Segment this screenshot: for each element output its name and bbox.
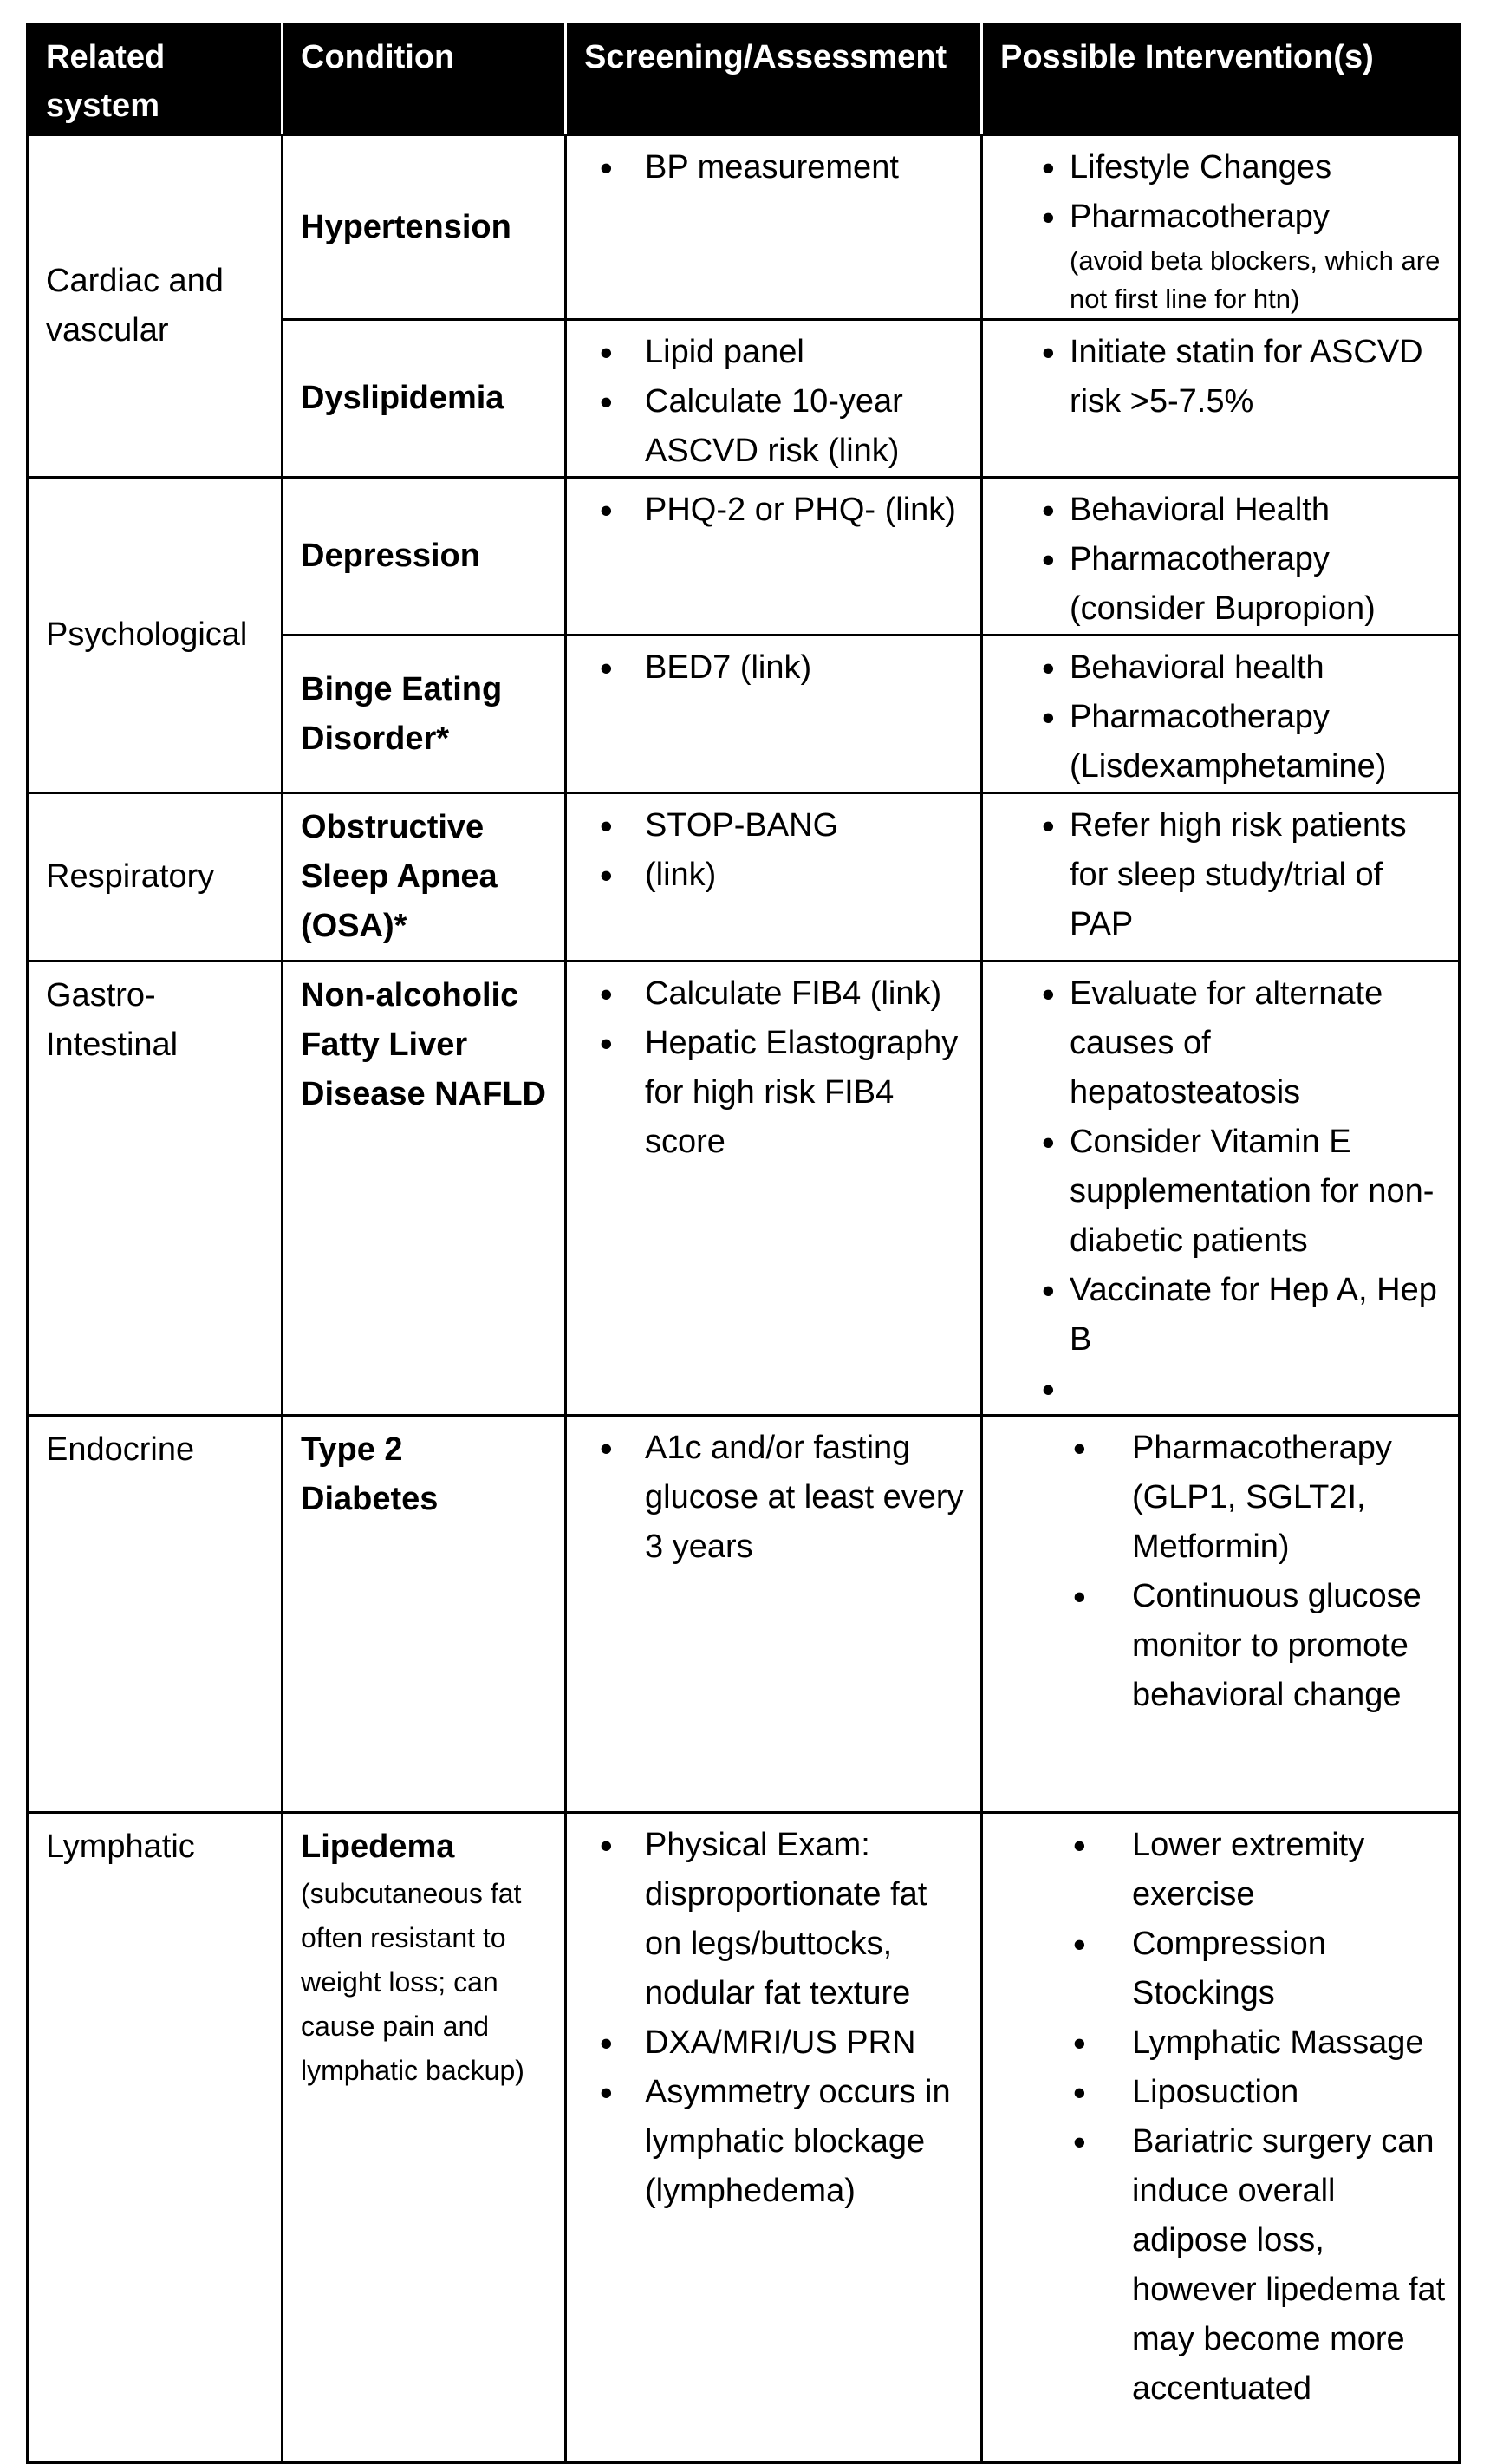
condition-cell — [283, 1416, 566, 1813]
intervention-item — [983, 192, 1449, 318]
screening-item: • DXA/MRI/US PRN — [567, 2018, 972, 2068]
system-cell — [28, 135, 283, 478]
intervention-cell — [982, 320, 1460, 478]
intervention-note: (avoid beta blockers, which are not first line for htn) — [1070, 245, 1441, 314]
header-related-system: Related system — [28, 25, 283, 135]
screening-item: • Lipid panel — [567, 328, 972, 377]
intervention-item-empty — [983, 1365, 1449, 1414]
intervention-item: • Vaccinate for Hep A, Hep B — [983, 1266, 1449, 1365]
header-condition: Condition — [283, 25, 566, 135]
condition-name: Type 2 Diabetes — [301, 1431, 439, 1517]
screening-item: • (link) — [567, 851, 972, 900]
screening-cell — [566, 1813, 982, 2463]
screening-item: • Physical Exam: disproportionate fat on legs/buttocks, nodular fat texture — [567, 1821, 972, 2018]
intervention-item: • Lymphatic Massage — [983, 2018, 1449, 2068]
screening-item: • Calculate FIB4 (link) — [567, 969, 972, 1019]
table-row — [28, 135, 1460, 320]
intervention-item: • Pharmacotherapy (consider Bupropion) — [983, 535, 1449, 634]
condition-cell — [283, 135, 566, 320]
intervention-item: • Behavioral health — [983, 643, 1449, 693]
system-label: Psychological — [46, 616, 248, 653]
condition-name: Dyslipidemia — [301, 380, 504, 416]
condition-name: Non-alcoholic Fatty Liver Disease NAFLD — [301, 977, 546, 1112]
screening-item: • Asymmetry occurs in lymphatic blockage (lymphedema) — [567, 2068, 972, 2216]
intervention-cell — [982, 1813, 1460, 2463]
intervention-item: • Liposuction — [983, 2068, 1449, 2117]
condition-cell — [283, 961, 566, 1416]
screening-item: • A1c and/or fasting glucose at least every 3 years — [567, 1424, 972, 1572]
table-row — [28, 1416, 1460, 1813]
system-cell — [28, 1813, 283, 2463]
intervention-cell — [982, 961, 1460, 1416]
screening-item: • BED7 (link) — [567, 643, 972, 693]
intervention-item: • Lifestyle Changes — [983, 143, 1449, 192]
intervention-item: • Lower extremity exercise — [983, 1821, 1449, 1920]
header-screening: Screening/Assessment — [566, 25, 982, 135]
screening-cell — [566, 1416, 982, 1813]
obesity-comorbidity-table — [26, 23, 1461, 2464]
intervention-item: • Pharmacotherapy (Lisdexamphetamine) — [983, 693, 1449, 792]
screening-item: • STOP-BANG — [567, 801, 972, 851]
screening-cell — [566, 478, 982, 636]
intervention-item: • Compression Stockings — [983, 1920, 1449, 2018]
condition-cell — [283, 636, 566, 793]
condition-name: Hypertension — [301, 208, 511, 245]
condition-note: (subcutaneous fat often resistant to weight loss; can cause pain and lymphatic backup) — [301, 1878, 524, 2086]
screening-cell — [566, 135, 982, 320]
intervention-cell — [982, 793, 1460, 961]
screening-item: • PHQ-2 or PHQ- (link) — [567, 486, 972, 535]
intervention-item: • Behavioral Health — [983, 486, 1449, 535]
intervention-cell — [982, 135, 1460, 320]
screening-cell — [566, 961, 982, 1416]
condition-cell — [283, 320, 566, 478]
screening-item: • BP measurement — [567, 143, 972, 192]
table-row — [28, 1813, 1460, 2463]
intervention-cell — [982, 1416, 1460, 1813]
system-label: Endocrine — [46, 1431, 195, 1468]
screening-cell — [566, 636, 982, 793]
intervention-cell — [982, 636, 1460, 793]
condition-cell — [283, 1813, 566, 2463]
intervention-item: • Continuous glucose monitor to promote behavioral change — [983, 1572, 1449, 1720]
system-cell — [28, 478, 283, 793]
condition-name: Obstructive Sleep Apnea (OSA)* — [301, 809, 498, 944]
system-label: Lymphatic — [46, 1828, 195, 1865]
system-cell — [28, 961, 283, 1416]
system-label: Cardiac and vascular — [46, 263, 224, 349]
system-label: Respiratory — [46, 858, 215, 895]
header-row — [28, 25, 1460, 135]
system-cell — [28, 1416, 283, 1813]
condition-name: Binge Eating Disorder* — [301, 670, 503, 757]
intervention-cell — [982, 478, 1460, 636]
intervention-item: • Pharmacotherapy (GLP1, SGLT2I, Metformin) — [983, 1424, 1449, 1572]
screening-cell — [566, 793, 982, 961]
intervention-text: Pharmacotherapy — [1070, 199, 1330, 235]
header-interventions: Possible Intervention(s) — [982, 25, 1460, 135]
condition-cell — [283, 478, 566, 636]
condition-name: Depression — [301, 538, 480, 574]
system-label: Gastro-Intestinal — [46, 977, 179, 1063]
intervention-item: • Initiate statin for ASCVD risk >5-7.5% — [983, 328, 1449, 427]
intervention-item: • Consider Vitamin E supplementation for non-diabetic patients — [983, 1118, 1449, 1266]
system-cell — [28, 793, 283, 961]
table-row — [28, 961, 1460, 1416]
table-row — [28, 478, 1460, 636]
screening-cell — [566, 320, 982, 478]
screening-item: • Hepatic Elastography for high risk FIB4 score — [567, 1019, 972, 1167]
condition-name: Lipedema — [301, 1828, 455, 1865]
table-row — [28, 793, 1460, 961]
intervention-item: • Bariatric surgery can induce overall adipose loss, however lipedema fat may become more accentuated — [983, 2117, 1449, 2414]
intervention-item: • Refer high risk patients for sleep study/trial of PAP — [983, 801, 1449, 949]
screening-item: • Calculate 10-year ASCVD risk (link) — [567, 377, 972, 476]
intervention-item: • Evaluate for alternate causes of hepatosteatosis — [983, 969, 1449, 1118]
condition-cell — [283, 793, 566, 961]
